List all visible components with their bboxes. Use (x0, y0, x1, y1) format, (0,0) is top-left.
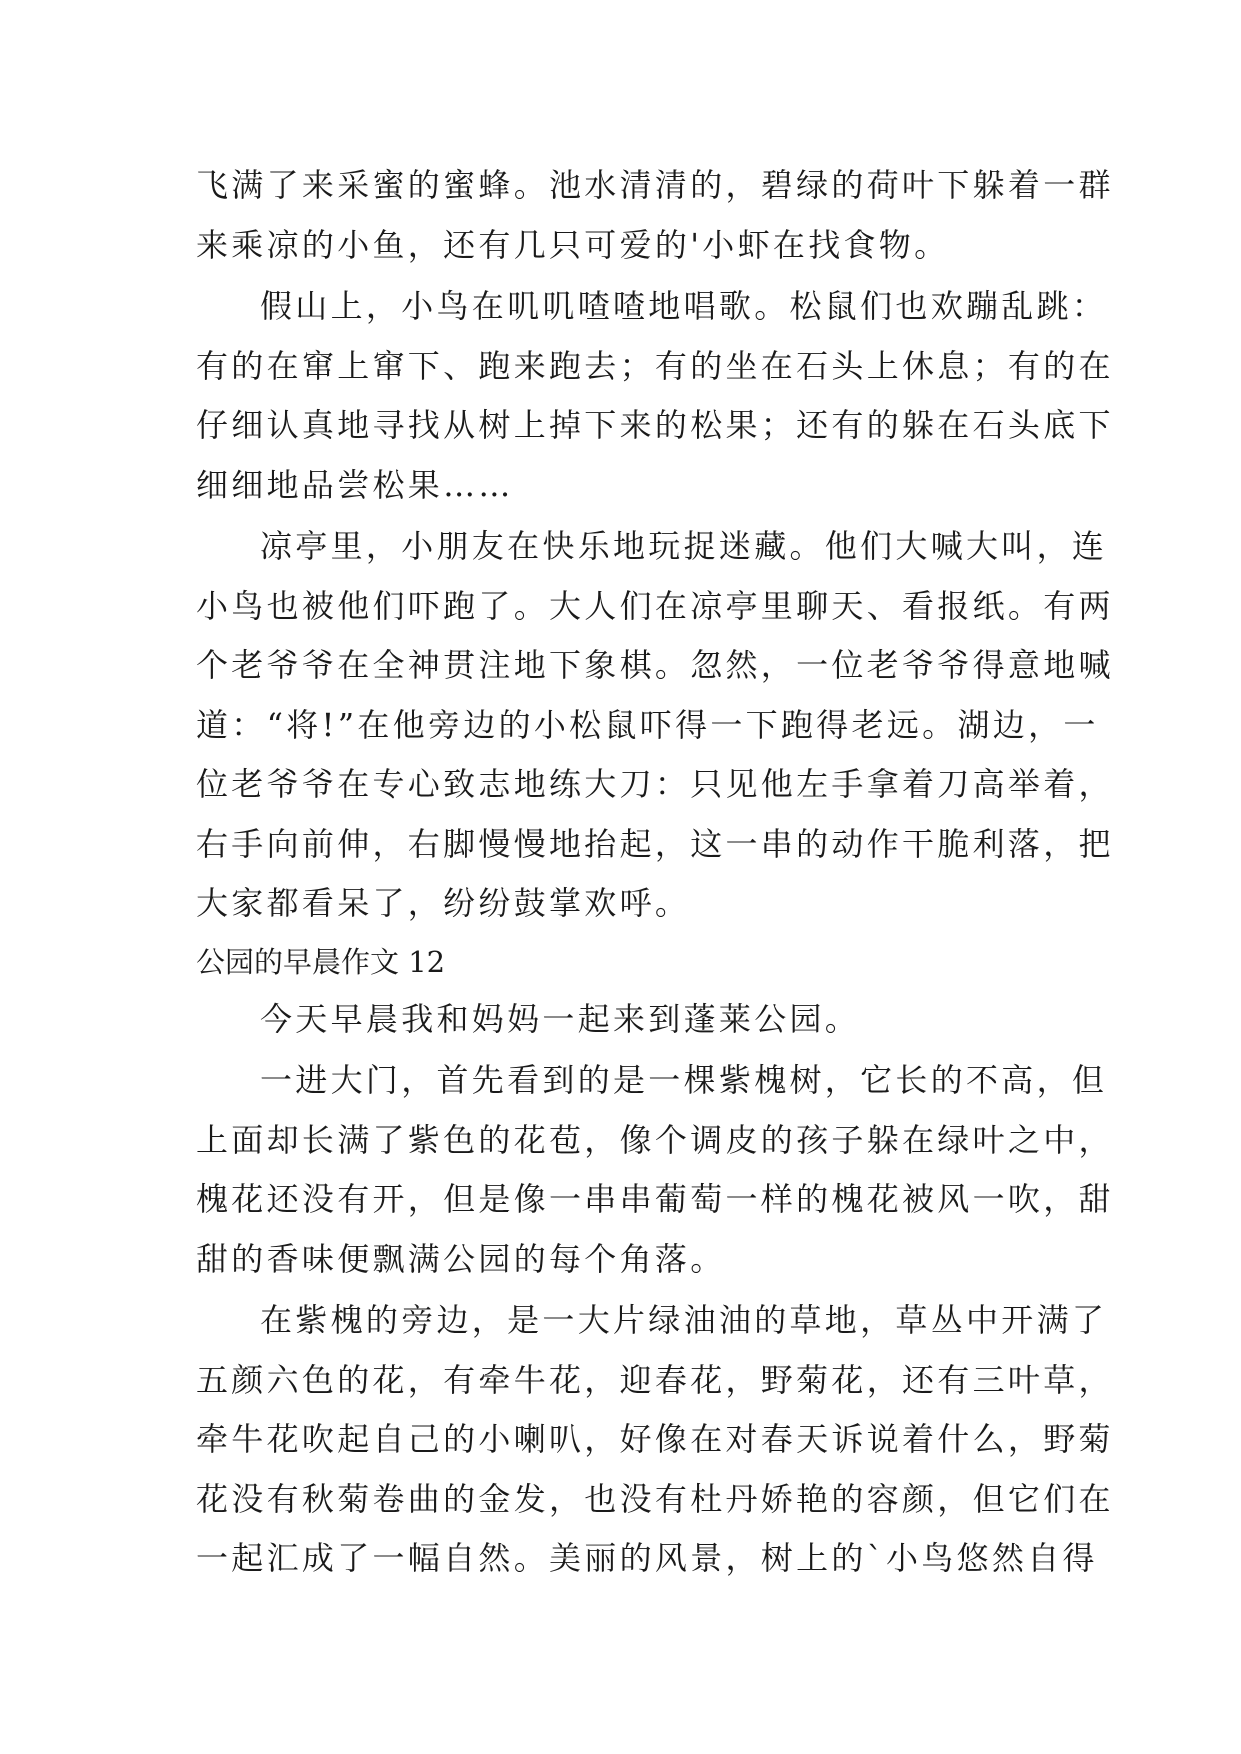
paragraph-line: 一进大门，首先看到的是一棵紫槐树，它长的不高，但 (260, 1061, 1108, 1099)
paragraph-line: 今天早晨我和妈妈一起来到蓬莱公园。 (260, 999, 861, 1038)
paragraph-line: 细细地品尝松果…… (196, 465, 514, 504)
paragraph-line: 来乘凉的小鱼，还有几只可爱的'小虾在找食物。 (196, 225, 950, 264)
paragraph-line: 道：“将!”在他旁边的小松鼠吓得一下跑得老远。湖边，一 (196, 705, 1099, 744)
paragraph-line: 大家都看呆了，纷纷鼓掌欢呼。 (196, 884, 691, 922)
paragraph-line: 五颜六色的花，有牵牛花，迎春花，野菊花，还有三叶草， (196, 1360, 1114, 1399)
paragraph-line: 小鸟也被他们吓跑了。大人们在凉亭里聊天、看报纸。有两 (196, 586, 1114, 625)
paragraph-line: 一起汇成了一幅自然。美丽的风景，树上的`小鸟悠然自得 (196, 1539, 1098, 1577)
paragraph-line: 凉亭里，小朋友在快乐地玩捉迷藏。他们大喊大叫，连 (260, 527, 1108, 565)
paragraph-line: 上面却长满了紫色的花苞，像个调皮的孩子躲在绿叶之中， (196, 1120, 1114, 1159)
section-heading: 公园的早晨作文 12 (196, 944, 446, 979)
paragraph-line: 甜的香味便飘满公园的每个角落。 (196, 1239, 726, 1278)
article-text (196, 156, 1114, 1589)
paragraph-line: 飞满了来采蜜的蜜蜂。池水清清的，碧绿的荷叶下躲着一群 (196, 166, 1114, 204)
paragraph-line: 位老爷爷在专心致志地练大刀：只见他左手拿着刀高举着， (196, 765, 1114, 803)
paragraph-line: 个老爷爷在全神贯注地下象棋。忽然，一位老爷爷得意地喊 (196, 646, 1114, 684)
paragraph-line: 槐花还没有开，但是像一串串葡萄一样的槐花被风一吹，甜 (196, 1180, 1114, 1218)
paragraph-line: 右手向前伸，右脚慢慢地抬起，这一串的动作干脆利落，把 (196, 824, 1114, 863)
paragraph-line: 花没有秋菊卷曲的金发，也没有杜丹娇艳的容颜，但它们在 (196, 1479, 1114, 1518)
paragraph-line: 在紫槐的旁边，是一大片绿油油的草地，草丛中开满了 (260, 1301, 1108, 1339)
paragraph-line: 牵牛花吹起自己的小喇叭，好像在对春天诉说着什么，野菊 (196, 1420, 1114, 1458)
paragraph-line: 有的在窜上窜下、跑来跑去；有的坐在石头上休息；有的在 (196, 346, 1114, 385)
paragraph-line: 假山上，小鸟在叽叽喳喳地唱歌。松鼠们也欢蹦乱跳： (260, 287, 1108, 325)
paragraph-line: 仔细认真地寻找从树上掉下来的松果；还有的躲在石头底下 (196, 406, 1114, 444)
